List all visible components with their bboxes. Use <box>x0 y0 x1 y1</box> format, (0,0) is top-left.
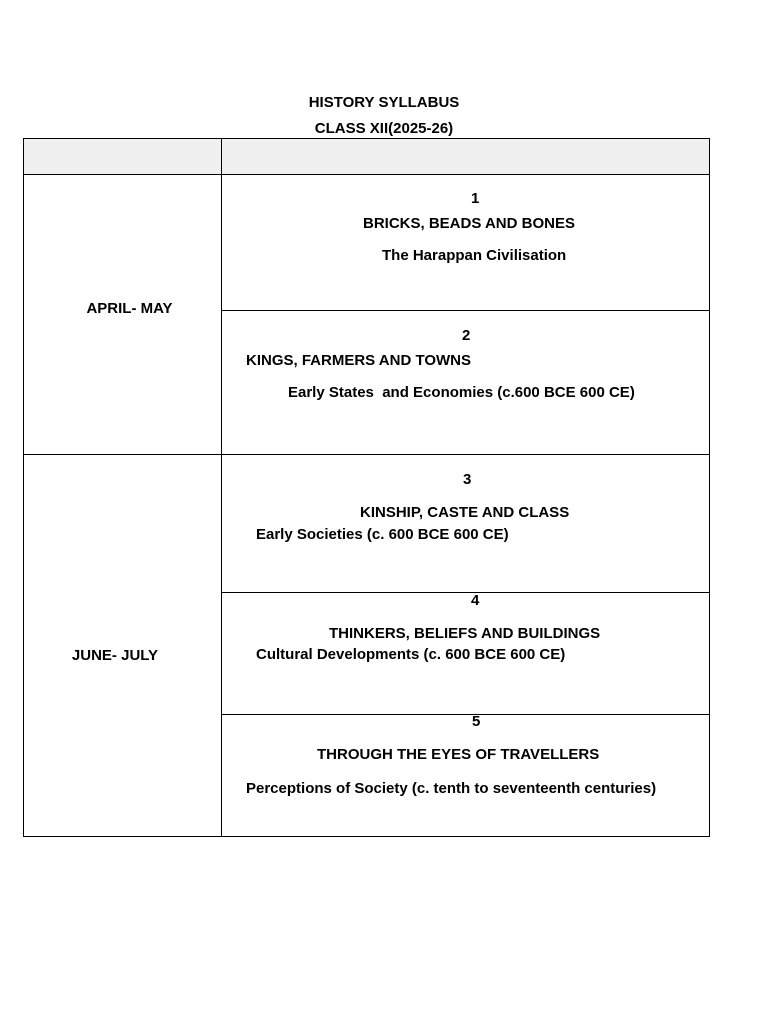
chapter-number: 5 <box>472 713 481 730</box>
table-header-row <box>24 139 709 175</box>
chapter-title: BRICKS, BEADS AND BONES <box>363 215 575 232</box>
chapter-number: 3 <box>463 471 472 488</box>
chapter-number: 1 <box>471 190 480 207</box>
table-border <box>23 138 710 837</box>
row-divider <box>221 592 710 593</box>
chapter-number: 4 <box>471 592 480 609</box>
document-subtitle: CLASS XII(2025-26) <box>314 120 454 137</box>
row-divider <box>221 714 710 715</box>
row-divider <box>23 454 710 455</box>
row-divider <box>221 310 710 311</box>
chapter-subtitle: The Harappan Civilisation <box>382 247 567 264</box>
chapter-subtitle: Perceptions of Society (c. tenth to seventeenth centuries) <box>246 780 657 797</box>
document-title: HISTORY SYLLABUS <box>308 94 460 111</box>
period-label: JUNE- JULY <box>71 647 159 664</box>
chapter-subtitle: Cultural Developments (c. 600 BCE 600 CE) <box>256 646 566 663</box>
chapter-title: KINGS, FARMERS AND TOWNS <box>246 352 472 369</box>
chapter-title: THINKERS, BELIEFS AND BUILDINGS <box>329 625 601 642</box>
chapter-title: KINSHIP, CASTE AND CLASS <box>360 504 570 521</box>
row-divider <box>23 174 710 175</box>
column-divider <box>221 138 222 837</box>
chapter-subtitle: Early States and Economies (c.600 BCE 600 CE) <box>288 384 635 401</box>
chapter-subtitle: Early Societies (c. 600 BCE 600 CE) <box>256 526 509 543</box>
period-label: APRIL- MAY <box>86 300 173 317</box>
chapter-title: THROUGH THE EYES OF TRAVELLERS <box>317 746 600 763</box>
chapter-number: 2 <box>462 327 471 344</box>
